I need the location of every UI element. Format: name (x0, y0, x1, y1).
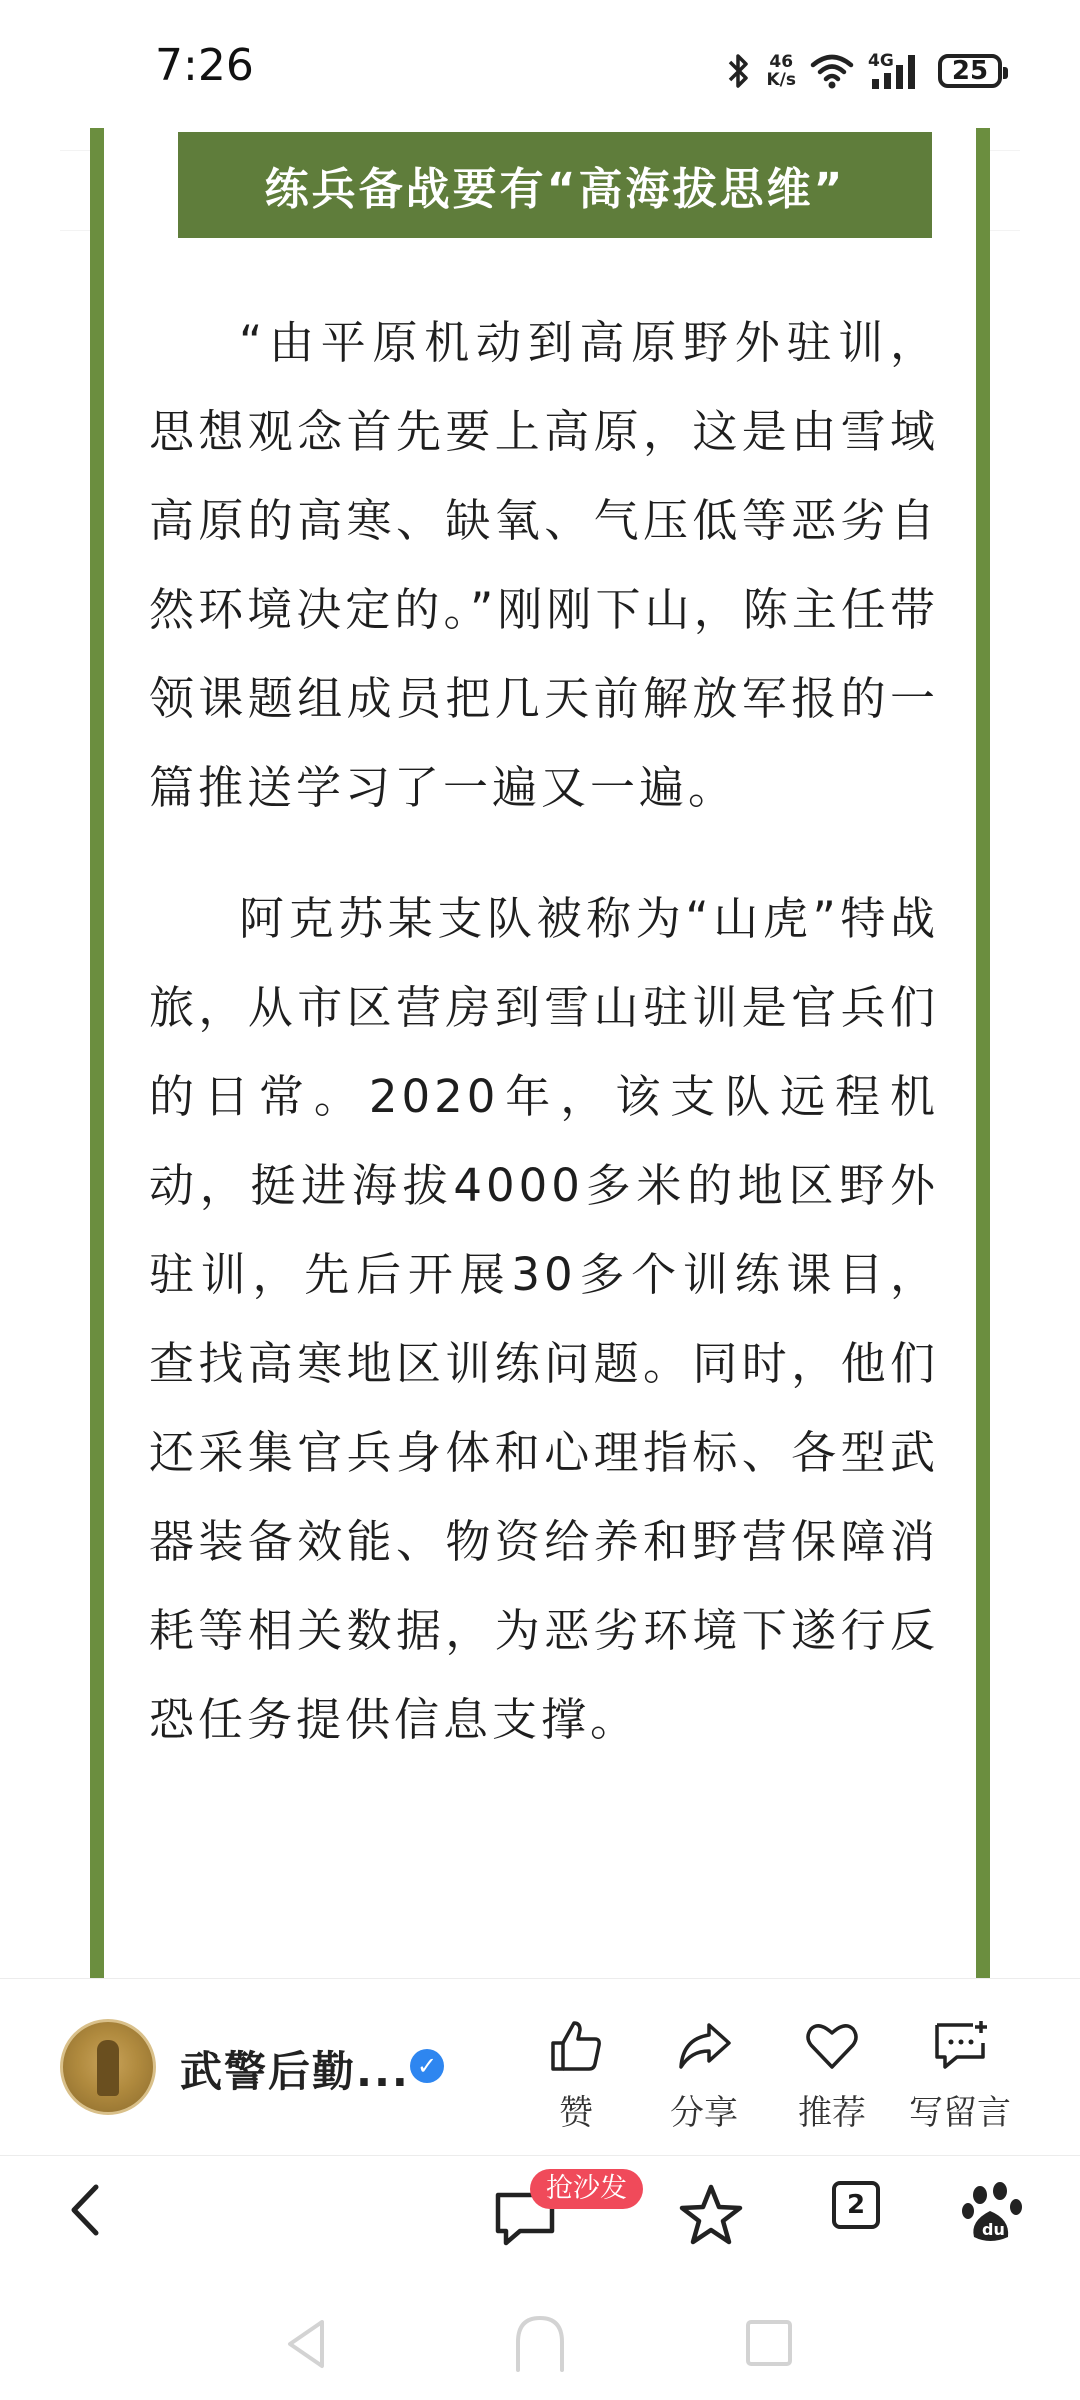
system-back-icon[interactable] (282, 2316, 332, 2372)
article-body (149, 298, 939, 1806)
share-label: 分享 (670, 2093, 738, 2133)
write-comment-button[interactable] (900, 2017, 1020, 2137)
system-nav-bar (0, 2290, 1080, 2400)
article-paragraph: “由平原机动到高原野外驻训，思想观念首先要上高原，这是由雪域高原的高寒、缺氧、气压低等恶劣自然环境决定的。”刚刚下山，陈主任带领课题组成员把几天前解放军报的一篇推送学习了一遍又一遍。 (149, 316, 939, 814)
article-content (90, 128, 990, 1978)
system-recents-icon[interactable] (744, 2318, 794, 2368)
favorite-button[interactable] (676, 2181, 746, 2251)
status-icons (726, 44, 1002, 98)
like-label: 赞 (559, 2093, 593, 2133)
baidu-button[interactable] (960, 2179, 1030, 2249)
verified-badge-icon: ✓ (410, 2049, 444, 2083)
tab-count: 2 (846, 2190, 866, 2220)
heart-icon (803, 2017, 861, 2075)
chevron-left-icon (52, 2175, 122, 2245)
article-action-bar (0, 1978, 1080, 2156)
bluetooth-icon (726, 52, 752, 90)
share-button[interactable] (644, 2017, 764, 2137)
status-time: 7:26 (155, 40, 254, 91)
account-avatar[interactable] (60, 2019, 156, 2115)
thumbs-up-icon (547, 2017, 605, 2075)
account-name[interactable]: 武警后勤... (180, 2047, 410, 2096)
recommend-button[interactable] (772, 2017, 892, 2137)
cellular-signal (868, 51, 924, 91)
share-icon (675, 2017, 733, 2075)
recommend-label: 推荐 (798, 2093, 866, 2133)
network-speed-unit: K/s (766, 70, 796, 90)
network-speed (766, 53, 796, 89)
browser-bottom-nav (0, 2155, 1080, 2265)
status-bar (0, 0, 1080, 130)
battery-indicator (938, 54, 1002, 88)
comment-add-icon (931, 2017, 989, 2075)
baidu-paw-icon (960, 2179, 1030, 2249)
back-button[interactable] (52, 2175, 122, 2245)
battery-level: 25 (951, 56, 989, 86)
wifi-icon (810, 53, 854, 89)
section-title: 练兵备战要有“高海拔思维” (178, 132, 932, 238)
svg-text:du: du (982, 2220, 1005, 2239)
like-button[interactable] (516, 2017, 636, 2137)
network-speed-value: 46 (769, 52, 794, 72)
article-paragraph: 阿克苏某支队被称为“山虎”特战旅，从市区营房到雪山驻训是官兵们的日常。2020年，该支队远程机动，挺进海拔4000多米的地区野外驻训，先后开展30多个训练课目，查找高寒地区训练问题。同时，他们还采集官兵身体和心理指标、各型武器装备效能、物资给养和野营保障消耗等相关数据，为恶劣环境下遂行反恐任务提供信息支撑。 (149, 892, 939, 1746)
system-home-icon[interactable] (510, 2310, 570, 2380)
signal-bars-icon (868, 51, 924, 91)
star-icon (676, 2181, 746, 2251)
tab-count-button[interactable] (832, 2181, 880, 2229)
sofa-badge[interactable]: 抢沙发 (530, 2169, 643, 2209)
network-type: 4G (868, 51, 894, 71)
write-comment-label: 写留言 (909, 2093, 1011, 2133)
